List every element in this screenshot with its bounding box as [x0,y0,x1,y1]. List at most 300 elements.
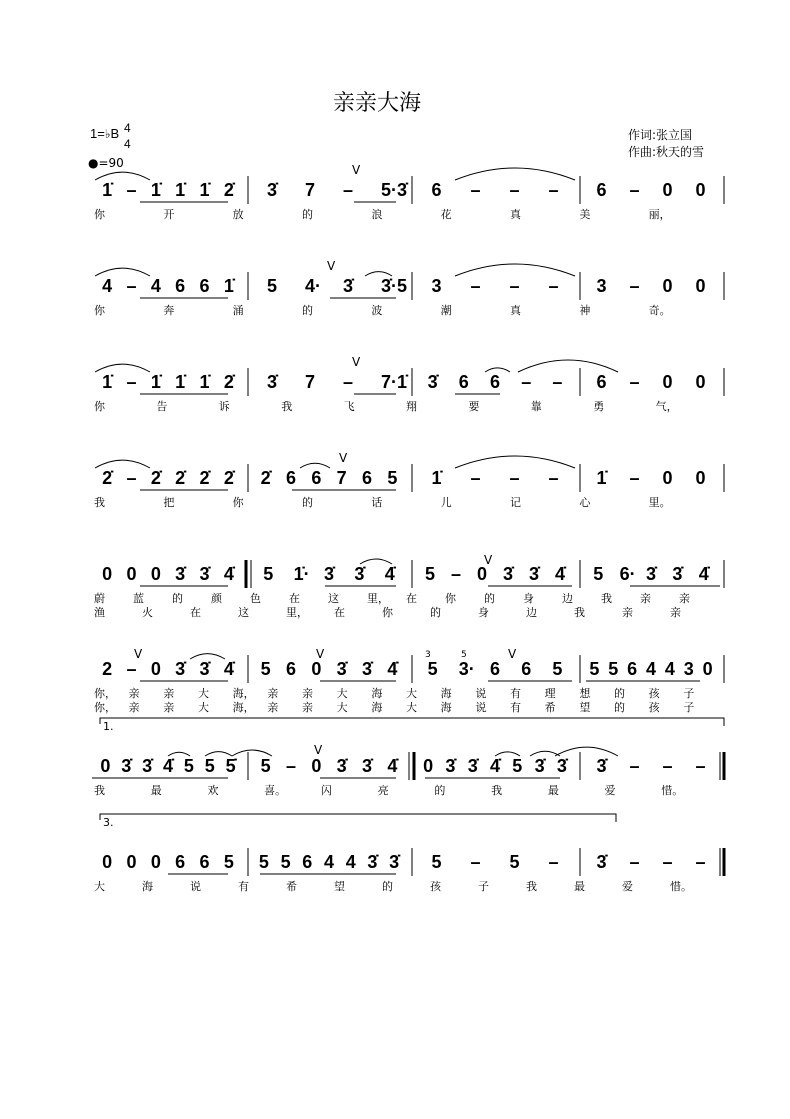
lyric-syllable: 波 [371,304,383,317]
rest-note: 0 [102,852,113,872]
dash-note: – [509,468,520,488]
dash-note: – [662,756,673,776]
lyric-syllable: 海， [232,701,255,714]
note: 2̇ [175,468,186,488]
lyric-syllable: 的 [430,606,441,619]
dash-note: – [470,180,481,200]
volta-number: 3. [103,816,114,829]
key-prefix: 1= [90,126,105,141]
note: 6 [311,468,322,488]
quarter-note-icon: ● [88,156,99,170]
note: 6 [199,276,210,296]
note: 5 [509,852,520,872]
lyric-syllable: 里。 [648,496,671,509]
note: 3̇ [467,756,478,776]
rest-note: 0 [662,468,673,488]
note: 5 [589,659,600,679]
note: 4̇ [384,564,395,584]
lyric-syllable: 的 [614,687,625,700]
note: 3̇ [324,564,335,584]
lyric-syllable: 大 [336,701,348,714]
lyric-syllable: 真 [510,208,521,221]
lyric-syllable: 你 [445,592,456,605]
lyric-syllable: 翔 [406,400,417,413]
lyric-syllable: 孩 [430,880,441,893]
note: 1̇ [596,468,607,488]
lyric-syllable: 亲 [302,687,313,700]
tempo-value: =90 [98,156,124,170]
lyric-syllable: 亲 [302,701,313,714]
note: 6 [596,372,607,392]
note: 3̇ [646,564,657,584]
note: 2̇ [102,468,113,488]
lyric-syllable: 亲 [163,687,175,700]
lyric-syllable: 大 [198,701,209,714]
note: 6 [596,180,607,200]
dash-note: – [629,180,640,200]
dash-note: – [521,372,532,392]
note: 6 [302,852,313,872]
lyric-syllable: 大 [406,687,417,700]
lyric-syllable: 海 [440,701,452,714]
note: 1̇ [431,468,442,488]
note: 6 [362,468,373,488]
rest-note: 0 [126,852,137,872]
lyric-syllable: 神 [579,304,591,317]
note: 1̇· [293,564,310,584]
breath-mark: V [134,647,143,661]
lyric-syllable: 美 [579,208,591,221]
rest-note: 0 [477,564,488,584]
lyric-syllable: 蓝 [133,592,144,605]
lyric-syllable: 最 [574,880,585,893]
lyric-syllable: 诉 [218,400,230,413]
dash-note: – [509,276,520,296]
note: 5 [260,659,271,679]
lyric-syllable: 气， [655,400,678,413]
lyric-syllable: 的 [302,208,313,221]
lyric-syllable: 的 [614,701,625,714]
dash-note: – [548,852,559,872]
lyric-syllable: 孩 [648,701,660,714]
lyric-syllable: 欢 [207,784,219,797]
lyric-syllable: 勇 [593,400,605,413]
lyric-syllable: 在 [406,592,417,605]
lyric-syllable: 惜。 [670,880,692,893]
lyric-syllable: 在 [334,606,345,619]
note: 5 [267,276,278,296]
note: 3̇ [199,564,210,584]
lyric-syllable: 有 [510,687,521,700]
note: 3̇ [354,564,365,584]
note: 6 [175,852,186,872]
lyric-syllable: 我 [281,400,293,413]
note: 3̇ [362,756,373,776]
note: 1̇ [223,276,234,296]
lyric-syllable: 望 [334,880,345,893]
lyric-syllable: 海 [371,687,383,700]
note: 5 [387,468,398,488]
lyric-syllable: 你 [232,496,244,509]
note: 3̇ [503,564,514,584]
note: 3̇ [596,852,607,872]
lyric-syllable: 的 [484,592,495,605]
lyric-syllable: 的 [302,496,313,509]
lyric-syllable: 这 [238,606,249,619]
lyric-syllable: 说 [190,880,201,893]
breath-mark: V [484,553,493,567]
lyric-syllable: 潮 [440,304,452,317]
rest-note: 0 [126,564,137,584]
lyric-syllable: 希 [286,880,297,893]
breath-mark: V [314,743,323,757]
note: 5 [608,659,619,679]
rest-note: 0 [662,276,673,296]
dash-note: – [126,372,137,392]
note: 4̇ [490,756,501,776]
lyric-syllable: 蔚 [94,592,105,605]
rest-note: 0 [100,756,111,776]
lyric-syllable: 有 [510,701,521,714]
lyric-syllable: 儿 [440,496,452,509]
grace-note: 3 [425,650,431,660]
volta-bracket [100,718,724,726]
note: 3̇ [445,756,456,776]
dash-note: – [629,468,640,488]
rest-note: 0 [150,852,161,872]
rest-note: 0 [311,756,322,776]
note: 1̇ [199,372,210,392]
note: 3̇ [142,756,153,776]
lyric-syllable: 你 [382,606,393,619]
lyric-syllable: 亲 [670,606,681,619]
dash-note: – [695,852,706,872]
lyric-syllable: 亲 [163,701,175,714]
lyric-syllable: 的 [302,304,313,317]
lyric-syllable: 我 [526,880,537,893]
volta-bracket [100,814,616,822]
note: 3̇ [175,564,186,584]
lyric-syllable: 海 [440,687,452,700]
dash-note: – [470,276,481,296]
dash-note: – [629,756,640,776]
dash-note: – [470,468,481,488]
note: 5 [223,852,234,872]
lyric-syllable: 你 [94,208,105,221]
dash-note: – [126,659,137,679]
lyric-syllable: 最 [150,784,162,797]
lyric-syllable: 心 [579,496,591,509]
composer-credit: 作曲:秋天的雪 [628,145,705,159]
note: 1̇ [102,372,113,392]
note: 5 [263,564,274,584]
note: 3 [431,276,442,296]
rest-note: 0 [695,468,706,488]
dash-note: – [126,468,137,488]
note: 5 [183,756,194,776]
lyric-syllable: 爱 [622,880,633,893]
note: 2̇ [199,468,210,488]
note: 6 [627,659,638,679]
note: 3̇ [362,659,373,679]
note: 3̇ [267,372,278,392]
dash-note: – [343,180,354,200]
lyric-syllable: 子 [683,701,695,714]
lyric-syllable: 大 [198,687,209,700]
note: 4̇ [698,564,709,584]
lyric-syllable: 喜。 [264,784,287,797]
note: 7 [305,180,316,200]
note: 5·3̇ [381,180,408,200]
note: 4 [150,276,161,296]
lyric-syllable: 放 [232,208,244,221]
lyric-syllable: 亲 [679,592,690,605]
note: 6 [175,276,186,296]
slur [518,360,618,372]
rest-note: 0 [695,372,706,392]
lyric-syllable: 里， [286,606,308,619]
grace-note: 5 [461,650,467,660]
note: 3̇ [267,180,278,200]
lyric-syllable: 的 [434,784,446,797]
slur [95,172,150,180]
dash-note: – [343,372,354,392]
note: 6 [490,659,501,679]
lyric-syllable: 身 [523,592,534,605]
lyric-syllable: 海 [142,880,153,893]
dash-note: – [548,468,559,488]
lyric-syllable: 飞 [343,400,355,413]
slur [455,264,575,276]
note: 5 [552,659,563,679]
note: 6 [286,659,297,679]
dash-note: – [629,276,640,296]
note: 3̇ [367,852,378,872]
note: 1̇ [150,180,161,200]
note: 4̇ [387,756,398,776]
note: 5 [512,756,523,776]
lyric-syllable: 真 [510,304,521,317]
lyric-syllable: 的 [172,592,183,605]
rest-note: 0 [695,276,706,296]
lyric-syllable: 渔 [94,606,105,619]
lyric-syllable: 颜 [211,592,222,605]
lyric-syllable: 色 [250,592,261,605]
note: 3̇ [556,756,567,776]
rest-note: 0 [423,756,434,776]
lyric-syllable: 身 [478,606,489,619]
note: 1̇ [199,180,210,200]
note: 6 [286,468,297,488]
rest-note: 0 [311,659,322,679]
note: 6 [521,659,532,679]
lyric-syllable: 想 [579,687,591,700]
note: 3̇ [389,852,400,872]
note: 2̇ [223,180,234,200]
breath-mark: V [352,163,361,177]
breath-mark: V [316,647,325,661]
note: 4̇ [387,659,398,679]
lyric-syllable: 希 [544,701,556,714]
lyric-syllable: 在 [190,606,201,619]
dash-note: – [286,756,297,776]
note: 4· [305,276,322,296]
note: 1̇ [150,372,161,392]
lyric-syllable: 亲 [622,606,633,619]
slur [95,268,150,276]
note: 3̇ [534,756,545,776]
rest-note: 0 [102,564,113,584]
note: 3̇ [343,276,354,296]
note: 1̇ [102,180,113,200]
note: 5 [260,756,271,776]
note: 2̇ [150,468,161,488]
note: 7·1̇ [381,372,408,392]
lyric-syllable: 我 [94,496,105,509]
dash-note: – [548,180,559,200]
note: 4̇ [223,659,234,679]
note: 6 [458,372,469,392]
dash-note: – [548,276,559,296]
note: 2̇ [223,468,234,488]
lyric-syllable: 花 [440,208,452,221]
note: 3̇ [175,659,186,679]
lyric-syllable: 丽， [648,208,671,221]
note: 3 [596,276,607,296]
note: 5 [425,564,436,584]
note: 4̇ [223,564,234,584]
lyric-syllable: 说 [475,687,487,700]
lyric-syllable: 这 [328,592,339,605]
dash-note: – [629,852,640,872]
lyric-syllable: 亲 [128,687,140,700]
note: 3· [458,659,475,679]
lyric-syllable: 海， [232,687,255,700]
note: 3̇ [336,756,347,776]
note: 7 [305,372,316,392]
note: 5 [427,659,438,679]
dash-note: – [629,372,640,392]
dash-note: – [509,180,520,200]
lyric-syllable: 亲 [128,701,140,714]
lyric-syllable: 开 [163,208,175,221]
lyric-syllable: 边 [526,606,537,619]
lyric-syllable: 我 [601,592,612,605]
note: 4 [664,659,675,679]
lyric-syllable: 浪 [371,208,383,221]
note: 3̇ [427,372,438,392]
note: 6 [490,372,501,392]
dash-note: – [695,756,706,776]
lyric-syllable: 孩 [648,687,660,700]
lyric-syllable: 子 [478,880,489,893]
lyric-syllable: 告 [156,400,168,413]
lyric-syllable: 有 [238,880,249,893]
note: 5 [431,852,442,872]
lyric-syllable: 你 [94,400,105,413]
dash-note: – [552,372,563,392]
dash-note: – [470,852,481,872]
lyric-syllable: 闪 [320,784,332,797]
note: 3̇·5 [381,276,408,296]
slur [555,747,618,756]
note: 4 [102,276,113,296]
lyric-syllable: 里， [367,592,389,605]
lyric-syllable: 涌 [232,304,244,317]
breath-mark: V [339,451,348,465]
note: 2̇ [223,372,234,392]
breath-mark: V [352,355,361,369]
lyric-syllable: 你 [94,304,105,317]
lyric-syllable: 在 [289,592,300,605]
note: 3 [683,659,694,679]
lyric-syllable: 记 [510,496,521,509]
lyric-syllable: 亲 [640,592,651,605]
lyric-syllable: 要 [468,400,480,413]
lyric-syllable: 亮 [377,784,389,797]
note: 4 [324,852,335,872]
time-signature-top: 4 [124,121,131,135]
key-letter: B [110,126,120,141]
note: 1̇ [175,180,186,200]
note: 3̇ [121,756,132,776]
dash-note: – [451,564,462,584]
lyric-syllable: 大 [94,880,105,893]
lyric-syllable: 惜。 [661,784,684,797]
note: 1̇ [175,372,186,392]
dash-note: – [126,180,137,200]
lyric-syllable: 我 [94,784,105,797]
lyric-syllable: 你， [94,687,116,700]
rest-note: 0 [150,564,161,584]
time-signature-bottom: 4 [124,137,131,151]
note: 3̇ [672,564,683,584]
note: 3̇ [336,659,347,679]
slur [95,364,150,372]
dash-note: – [662,852,673,872]
note: 4̇ [163,756,174,776]
note: 5 [280,852,291,872]
volta-number: 1. [103,720,114,733]
lyric-syllable: 的 [382,880,393,893]
slur [95,460,150,468]
lyricist-credit: 作词:张立国 [628,128,693,142]
flat-symbol: ♭ [104,127,111,141]
lyric-syllable: 你， [94,701,116,714]
slur [455,456,575,468]
rest-note: 0 [695,180,706,200]
note: 3̇ [199,659,210,679]
note: 5 [593,564,604,584]
dash-note: – [126,276,137,296]
rest-note: 0 [662,180,673,200]
note: 5 [258,852,269,872]
lyric-syllable: 最 [547,784,559,797]
lyric-syllable: 我 [574,606,585,619]
breath-mark: V [508,647,517,661]
note: 3̇ [529,564,540,584]
lyric-syllable: 亲 [267,687,279,700]
lyric-syllable: 子 [683,687,695,700]
rest-note: 0 [662,372,673,392]
note: 6 [431,180,442,200]
note: 4̇ [555,564,566,584]
lyric-syllable: 大 [336,687,348,700]
breath-mark: V [327,259,336,273]
lyric-syllable: 话 [371,496,383,509]
lyric-syllable: 奇。 [648,304,671,317]
note: 4 [646,659,657,679]
